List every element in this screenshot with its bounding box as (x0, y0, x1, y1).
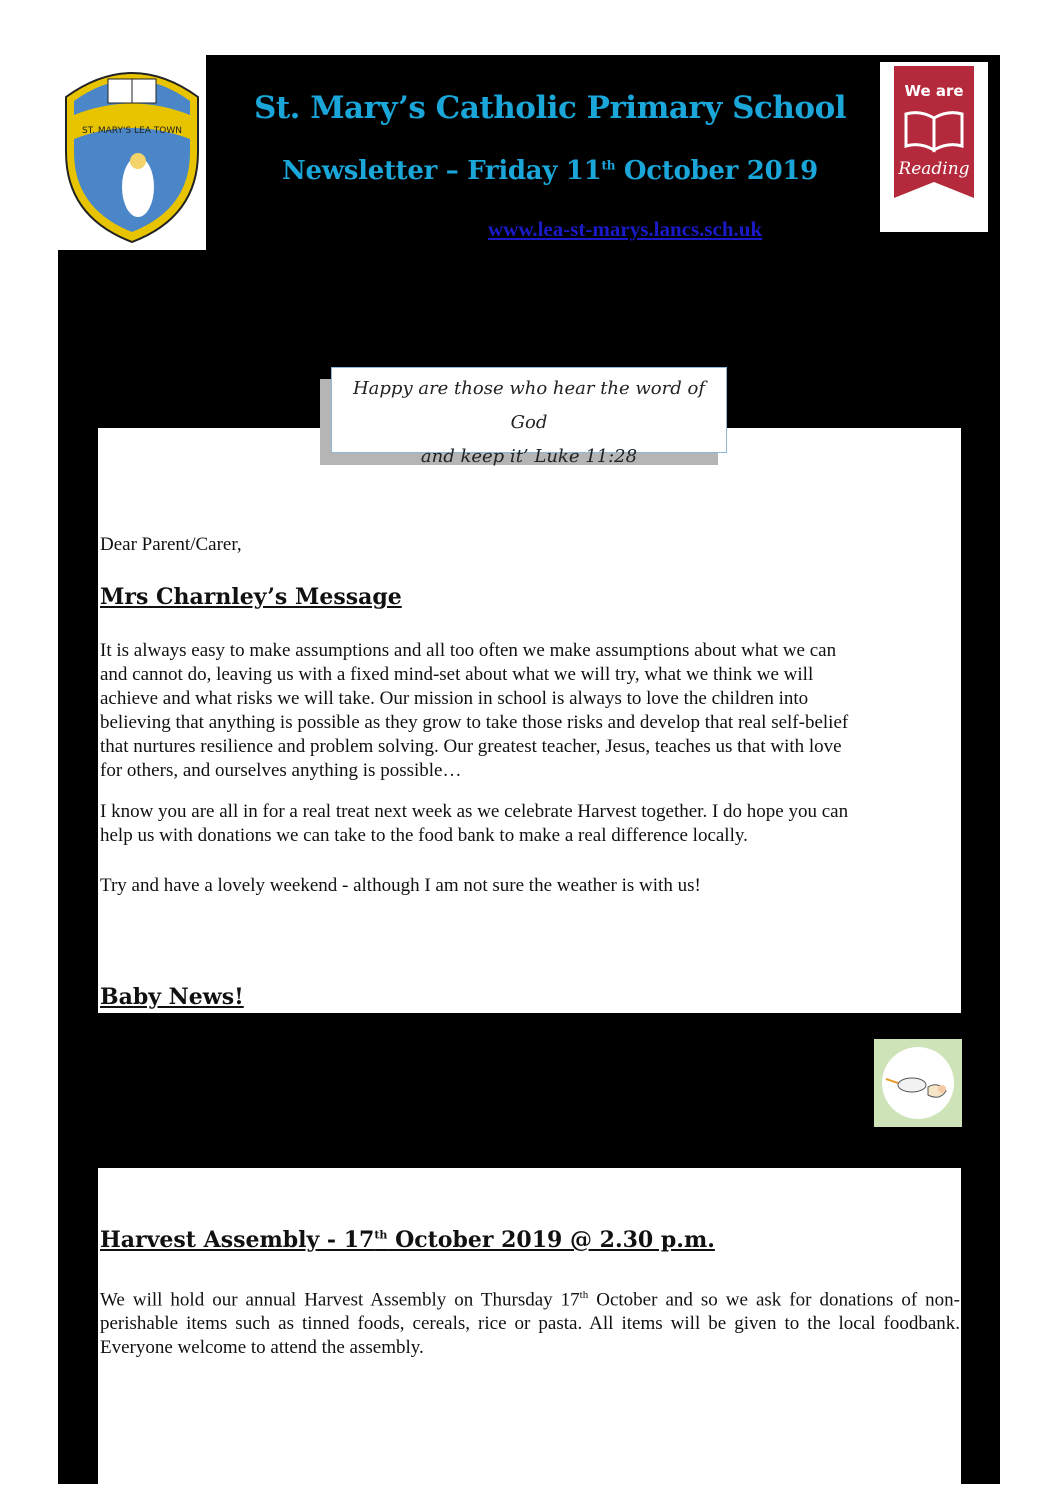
text-line: help us with donations we can take to the food bank to make a real difference locally. (100, 825, 748, 846)
baby-news-heading: Baby News! (100, 984, 244, 1010)
harvest-heading: Harvest Assembly - 17th October 2019 @ 2.30 p.m. (100, 1227, 715, 1253)
frame-left-lower (58, 1168, 98, 1484)
text-line: I know you are all in for a real treat next week as we celebrate Harvest together. I do hope you can (100, 801, 849, 822)
text-line: believing that anything is possible as they grow to take those risks and develop that real self-belief (100, 712, 849, 733)
text-line: and cannot do, leaving us with a fixed mind-set about what we will try, what we think we will (100, 664, 814, 685)
harvest-paragraph: We will hold our annual Harvest Assembly on Thursday 17th October and so we ask for donations of non-perishable items such as tinned foods, cereals, rice or pasta. All items will be given to the local foodbank. Everyone welcome to attend the assembly. (100, 1289, 960, 1359)
text-line: achieve and what risks we will take. Our mission in school is always to love the children into (100, 688, 809, 709)
stork-icon (874, 1039, 962, 1127)
scripture-quote (331, 367, 727, 467)
message-paragraph-3: Try and have a lovely weekend - although I am not sure the weather is with us! (100, 875, 701, 896)
badge-line2: Reading (898, 159, 970, 179)
text-line: for others, and ourselves anything is possible… (100, 760, 462, 781)
message-heading: Mrs Charnley’s Message (100, 584, 402, 610)
frame-right (961, 428, 1000, 1013)
quote-line-1: Happy are those who hear the word of God (352, 378, 705, 433)
page-title: St. Mary’s Catholic Primary School (253, 90, 847, 126)
message-paragraph-1 (100, 639, 960, 783)
website-link[interactable]: www.lea-st-marys.lancs.sch.uk (488, 217, 763, 241)
school-crest-logo (58, 57, 206, 247)
message-paragraph-2 (100, 800, 960, 848)
text-line: It is always easy to make assumptions and all too often we make assumptions about what we can (100, 640, 837, 661)
frame-middle (58, 1013, 1000, 1168)
text-line: that nurtures resilience and problem solving. Our greatest teacher, Jesus, teaches us that with love (100, 736, 842, 757)
badge-line1: We are (904, 82, 964, 100)
greeting: Dear Parent/Carer, (100, 534, 242, 555)
newsletter-date: Newsletter – Friday 11th October 2019 (282, 156, 818, 186)
frame-left (58, 428, 98, 1013)
crest-text: ST. MARY'S LEA TOWN (82, 126, 182, 136)
we-are-reading-badge (880, 62, 988, 232)
quote-line-2: and keep it’ Luke 11:28 (420, 446, 638, 467)
frame-right-lower (961, 1168, 1000, 1484)
